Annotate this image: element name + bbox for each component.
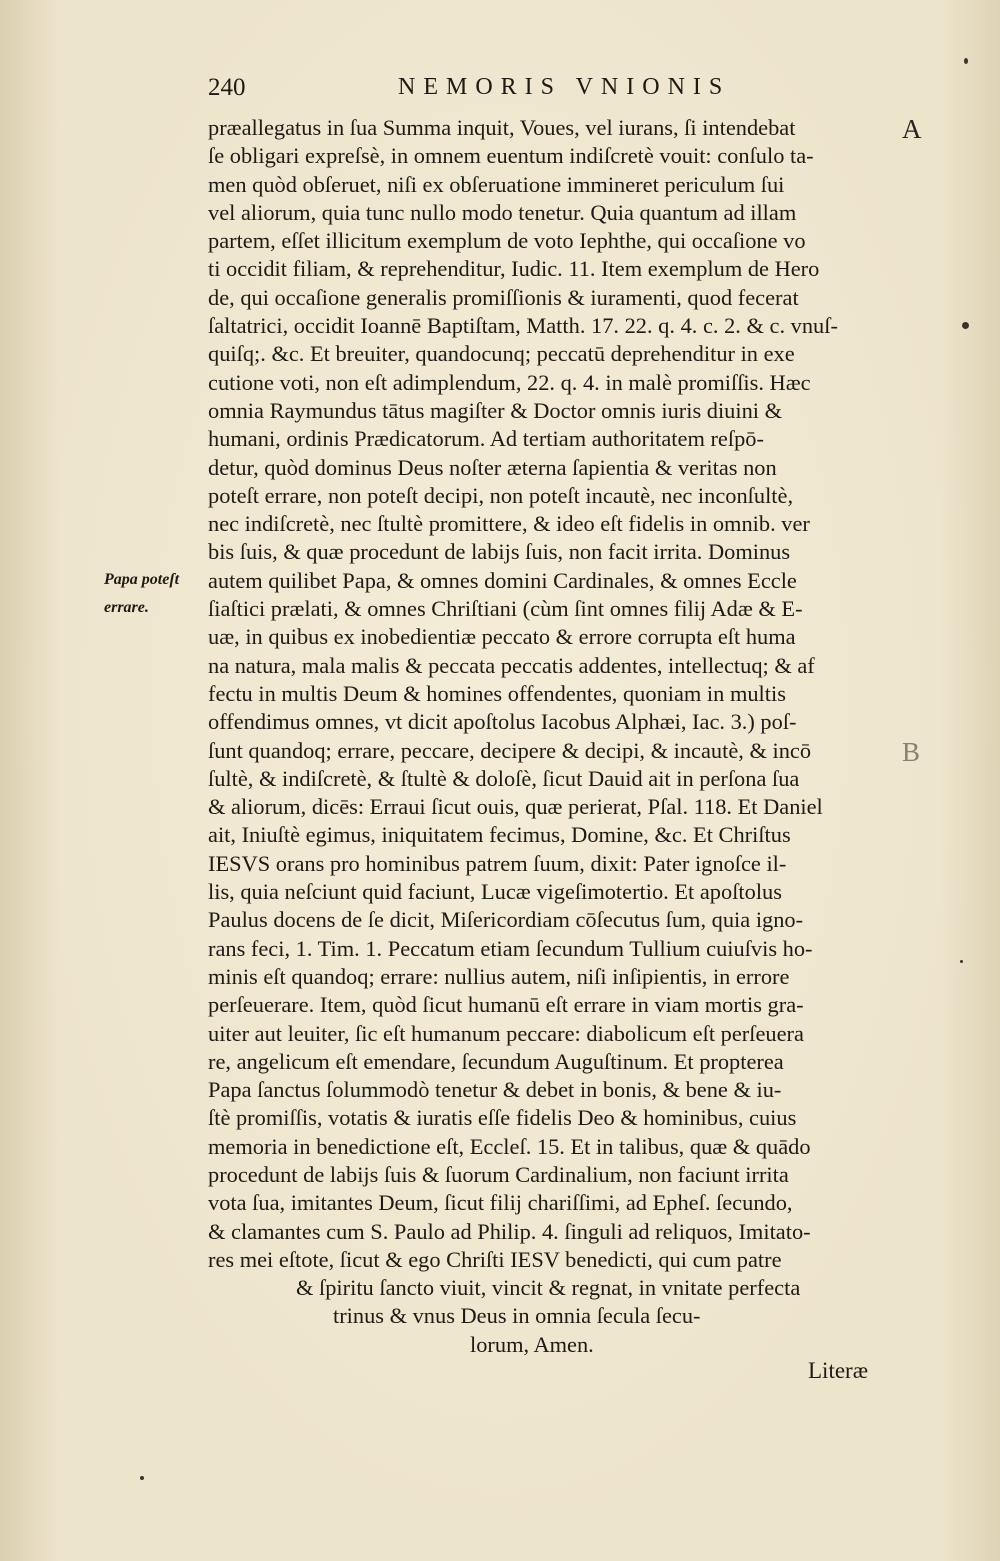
text-line: ſultè, & indiſcretè, & ſtultè & doloſè, ſicut Dauid ait in perſona ſua: [208, 765, 800, 791]
paper-speck: [960, 960, 963, 963]
running-title: NEMORIS VNIONIS: [398, 74, 731, 100]
text-line: re, angelicum eſt emendare, ſecundum Auguſtinum. Et propterea: [208, 1048, 784, 1074]
text-line: vota ſua, imitantes Deum, ſicut filij chariſſimi, ad Epheſ. ſecundo,: [208, 1190, 793, 1216]
text-line: ſaltatrici, occidit Ioannē Baptiſtam, Matth. 17. 22. q. 4. c. 2. & c. vnuſ‑: [208, 313, 838, 339]
marginal-note-line-2: errare.: [104, 599, 149, 616]
text-line: fectu in multis Deum & homines offendentes, quoniam in multis: [208, 680, 786, 706]
text-line: ſiaſtici prælati, & omnes Chriſtiani (cùm ſint omnes filij Adæ & E‑: [208, 596, 803, 622]
text-line: poteſt errare, non poteſt decipi, non poteſt incautè, nec inconſultè,: [208, 482, 794, 508]
text-line: & clamantes cum S. Paulo ad Philip. 4. ſinguli ad reliquos, Imitato‑: [208, 1218, 811, 1244]
text-line: perſeuerare. Item, quòd ſicut humanū eſt errare in viam mortis gra‑: [208, 992, 804, 1018]
text-line: offendimus omnes, vt dicit apoſtolus Iacobus Alphæi, Iac. 3.) poſ‑: [208, 709, 797, 735]
body-text: [208, 114, 898, 1359]
text-line: de, qui occaſione generalis promiſſionis & iuramenti, quod fecerat: [208, 284, 799, 310]
text-line: & aliorum, dicēs: Erraui ſicut ouis, quæ perierat, Pſal. 118. Et Daniel: [208, 794, 823, 820]
text-line: cutione voti, non eſt adimplendum, 22. q. 4. in malè promiſſis. Hæc: [208, 369, 811, 395]
text-line: humani, ordinis Prædicatorum. Ad tertiam authoritatem reſpō‑: [208, 426, 764, 452]
text-line: nec indiſcretè, nec ſtultè promittere, & ideo eſt fidelis in omnib. ver: [208, 511, 810, 537]
paper-speck: [140, 1476, 144, 1480]
text-line: IESVS orans pro hominibus patrem ſuum, dixit: Pater ignoſce il‑: [208, 850, 787, 876]
text-line: memoria in benedictione eſt, Eccleſ. 15. Et in talibus, quæ & quādo: [208, 1133, 811, 1159]
text-line: uiter aut leuiter, ſic eſt humanum peccare: diabolicum eſt perſeuera: [208, 1020, 804, 1046]
paper-speck: [964, 58, 968, 64]
catchword: Literæ: [808, 1358, 869, 1383]
margin-letter-b: B: [902, 737, 921, 767]
text-line: men quòd obſeruet, niſi ex obſeruatione immineret periculum ſui: [208, 171, 785, 197]
marginal-note-line-1: Papa poteſt: [104, 571, 180, 588]
text-line: vel aliorum, quia tunc nullo modo tenetur. Quia quantum ad illam: [208, 199, 797, 225]
text-line: rans feci, 1. Tim. 1. Peccatum etiam ſecundum Tullium cuiuſvis ho‑: [208, 935, 813, 961]
text-line: trinus & vnus Deus in omnia ſecula ſecu‑: [333, 1303, 701, 1329]
text-line: ſtè promiſſis, votatis & iuratis eſſe fidelis Deo & hominibus, cuius: [208, 1105, 797, 1131]
text-line: quiſq;. &c. Et breuiter, quandocunq; peccatū deprehenditur in exe: [208, 341, 795, 367]
page-number: 240: [208, 74, 246, 101]
text-line: partem, eſſet illicitum exemplum de voto Iephthe, qui occaſione vo: [208, 228, 806, 254]
text-line: Paulus docens de ſe dicit, Miſericordiam cōſecutus ſum, quia igno‑: [208, 907, 804, 933]
marginal-note: [104, 566, 179, 622]
text-line: autem quilibet Papa, & omnes domini Cardinales, & omnes Eccle: [208, 567, 797, 593]
text-line: lorum, Amen.: [470, 1331, 594, 1357]
text-line: res mei eſtote, ſicut & ego Chriſti IESV benedicti, qui cum patre: [208, 1246, 782, 1272]
text-line: detur, quòd dominus Deus noſter æterna ſapientia & veritas non: [208, 454, 777, 480]
text-line: procedunt de labijs ſuis & ſuorum Cardinalium, non faciunt irrita: [208, 1161, 789, 1187]
text-line: na natura, mala malis & peccata peccatis addentes, intellectuq; & af: [208, 652, 815, 678]
paper-speck: [962, 322, 969, 329]
text-line: ſunt quandoq; errare, peccare, decipere & decipi, & incautè, & incō: [208, 737, 812, 763]
text-line: omnia Raymundus tātus magiſter & Doctor omnis iuris diuini &: [208, 397, 783, 423]
text-line: bis ſuis, & quæ procedunt de labijs ſuis, non facit irrita. Dominus: [208, 539, 791, 565]
text-line: minis eſt quandoq; errare: nullius autem, niſi inſipientis, in errore: [208, 963, 790, 989]
margin-letter-a: A: [902, 114, 922, 144]
running-head: [208, 74, 888, 106]
text-line: & ſpiritu ſancto viuit, vincit & regnat, in vnitate perfecta: [296, 1275, 801, 1301]
text-line: Papa ſanctus ſolummodò tenetur & debet in bonis, & bene & iu‑: [208, 1077, 782, 1103]
text-line: ſe obligari expreſsè, in omnem euentum indiſcretè vouit: conſulo ta‑: [208, 143, 814, 169]
text-line: lis, quia neſciunt quid faciunt, Lucæ vigeſimotertio. Et apoſtolus: [208, 879, 782, 905]
text-line: ti occidit filiam, & reprehenditur, Iudic. 11. Item exemplum de Hero: [208, 256, 820, 282]
text-line: uæ, in quibus ex inobedientiæ peccato & errore corrupta eſt huma: [208, 624, 796, 650]
text-line: præallegatus in ſua Summa inquit, Voues, vel iurans, ſi intendebat: [208, 115, 796, 140]
text-line: ait, Iniuſtè egimus, iniquitatem fecimus, Domine, &c. Et Chriſtus: [208, 822, 791, 848]
